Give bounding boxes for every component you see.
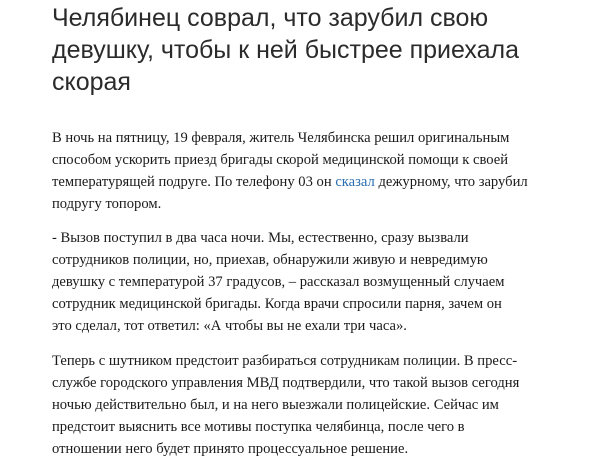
text-line: предстоит выяснить все мотивы поступка челябинца, после чего в <box>52 419 465 435</box>
text-line: - Вызов поступил в два часа ночи. Мы, естественно, сразу вызвали <box>52 230 469 246</box>
paragraph-intro <box>52 127 597 215</box>
text-line: сотрудников полиции, но, приехав, обнаружили живую и невредимую <box>52 252 488 268</box>
title-line: Челябинец соврал, что зарубил свою <box>52 4 489 32</box>
title-line: скорая <box>52 68 131 96</box>
text-line <box>52 171 597 193</box>
text-line: В ночь на пятницу, 19 февраля, житель Челябинска решил оригинальным <box>52 130 510 146</box>
text-line: службе городского управления МВД подтвердили, что такой вызов сегодня <box>52 375 520 391</box>
text-line: отношении него будет принято процессуальное решение. <box>52 441 409 457</box>
text-segment: температурящей подруге. По телефону 03 он <box>52 174 336 190</box>
paragraph-quote <box>52 227 597 337</box>
title-line: девушку, чтобы к ней быстрее приехала <box>52 36 519 64</box>
text-line: подругу топором. <box>52 196 162 212</box>
text-line: девушку с температурой 37 градусов, – рассказал возмущенный случаем <box>52 274 505 290</box>
paragraph-police <box>52 350 597 460</box>
text-line: Теперь с шутником предстоит разбираться сотрудникам полиции. В пресс- <box>52 353 518 369</box>
said-link[interactable]: сказал <box>335 174 375 190</box>
text-line: сотрудник медицинской бригады. Когда врачи спросили парня, зачем он <box>52 296 502 312</box>
text-line: способом ускорить приезд бригады скорой медицинской помощи к своей <box>52 152 509 168</box>
article-title <box>52 2 592 98</box>
text-line: ночью действительно был, и на него выезжали полицейские. Сейчас им <box>52 397 499 413</box>
text-segment: дежурному, что зарубил <box>374 174 528 190</box>
text-line: это сделал, тот ответил: «А чтобы вы не ехали три часа». <box>52 318 407 334</box>
